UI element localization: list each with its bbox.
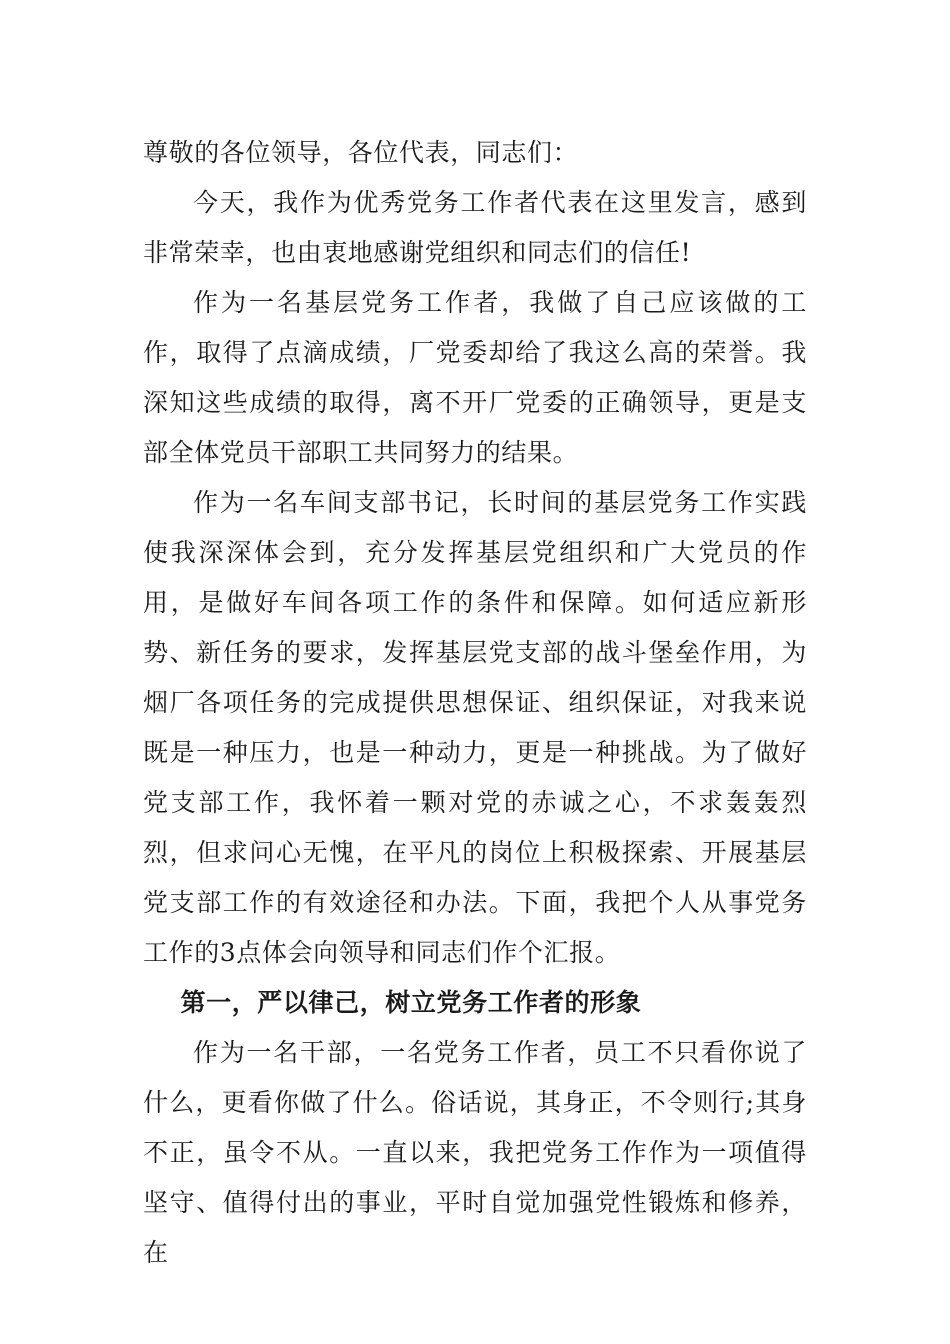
section-heading: 第一，严以律己，树立党务工作者的形象 <box>180 988 642 1017</box>
paragraph-2: 作为一名基层党务工作者，我做了自己应该做的工作，取得了点滴成绩，厂党委却给了我这么高的荣誉。我深知这些成绩的取得，离不开厂党委的正确领导，更是支部全体党员干部职工共同努力的结果。 <box>143 288 807 467</box>
paragraph-3: 作为一名车间支部书记，长时间的基层党务工作实践使我深深体会到，充分发挥基层党组织和广大党员的作用，是做好车间各项工作的条件和保障。如何适应新形势、新任务的要求，发挥基层党支部的战斗堡垒作用，为烟厂各项任务的完成提供思想保证、组织保证，对我来说既是一种压力，也是一种动力，更是一种挑战。为了做好党支部工作，我怀着一颗对党的赤诚之心，不求轰轰烈烈，但求问心无愧，在平凡的岗位上积极探索、开展基层党支部工作的有效途径和办法。下面，我把个人从事党务工作的3点体会向领导和同志们作个汇报。 <box>143 488 807 967</box>
paragraph-1: 今天，我作为优秀党务工作者代表在这里发言，感到非常荣幸，也由衷地感谢党组织和同志们的信任! <box>143 188 807 267</box>
section-paragraph: 作为一名干部，一名党务工作者，员工不只看你说了什么，更看你做了什么。俗话说，其身正，不令则行;其身不正，虽令不从。一直以来，我把党务工作作为一项值得坚守、值得付出的事业，平时自觉加强党性锻炼和修养，在 <box>143 1038 807 1267</box>
document-body <box>143 128 807 1278</box>
salutation: 尊敬的各位领导，各位代表，同志们： <box>143 138 579 167</box>
